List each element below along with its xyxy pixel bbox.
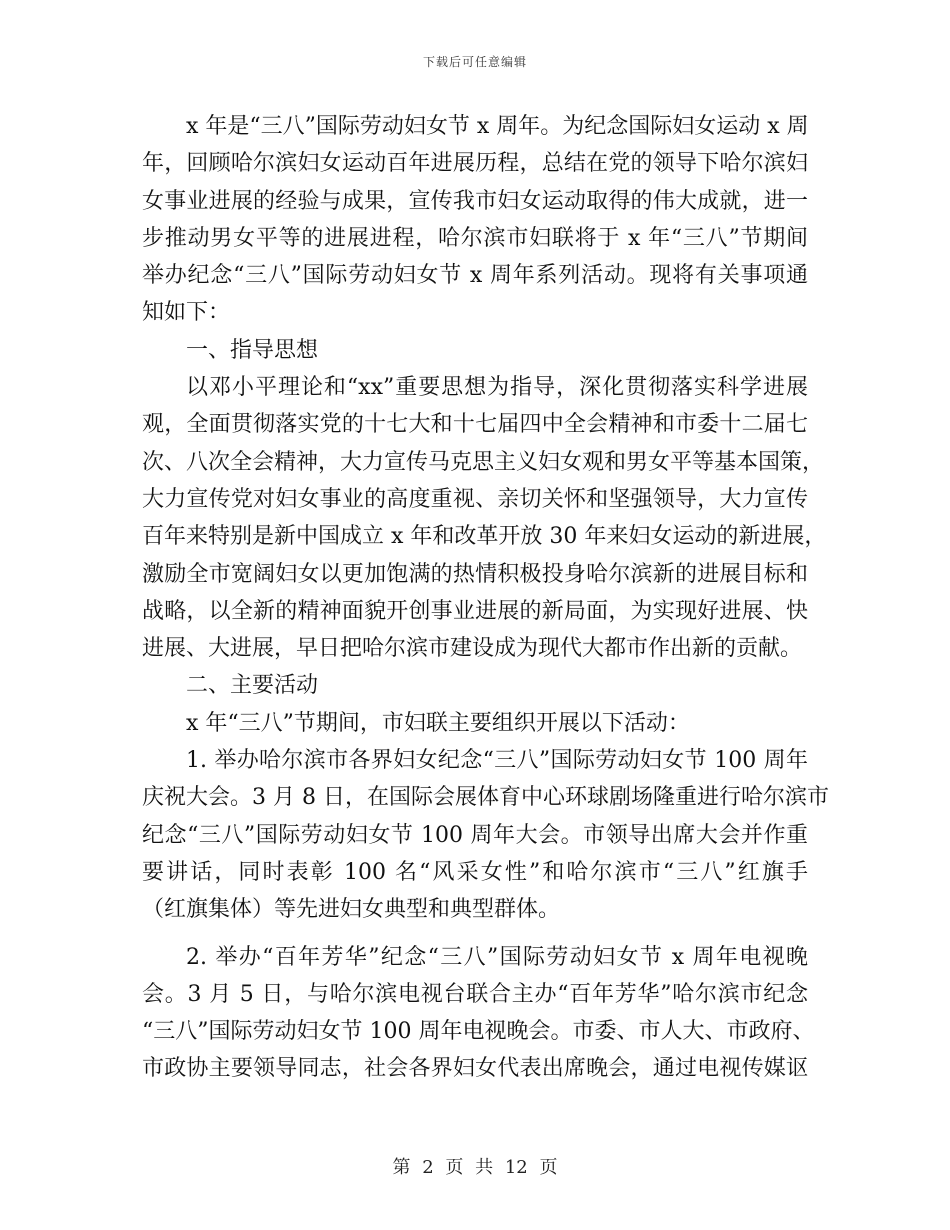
paragraph-line: 市政协主要领导同志，社会各界妇女代表出席晚会，通过电视传媒讴 — [142, 1056, 808, 1082]
paragraph — [142, 705, 808, 742]
paragraph-line: 战略，以全新的精神面貌开创事业进展的新局面，为实现好进展、快 — [142, 598, 808, 624]
paragraph — [142, 332, 808, 369]
paragraph-line: 知如下： — [142, 300, 231, 326]
paragraph-line: 会。3 月 5 日，与哈尔滨电视台联合主办“百年芳华”哈尔滨市纪念 — [142, 981, 808, 1007]
paragraph-line: 要讲话，同时表彰 100 名“风采女性”和哈尔滨市“三八”红旗手 — [142, 859, 808, 885]
paragraph-line: 2. 举办“百年芳华”纪念“三八”国际劳动妇女节 x 周年电视晚 — [186, 944, 808, 970]
page-footer: 第 2 页 共 12 页 — [392, 1157, 558, 1178]
document-body — [142, 108, 829, 1088]
paragraph-line: “三八”国际劳动妇女节 100 周年电视晚会。市委、市人大、市政府、 — [142, 1019, 815, 1045]
paragraph — [142, 369, 827, 667]
paragraph — [142, 667, 808, 704]
paragraph-line: 观，全面贯彻落实党的十七大和十七届四中全会精神和市委十二届七 — [142, 412, 808, 438]
paragraph-line: x 年是“三八”国际劳动妇女节 x 周年。为纪念国际妇女运动 x 周 — [186, 114, 809, 139]
paragraph — [142, 742, 829, 928]
paragraph-line: 激励全市宽阔妇女以更加饱满的热情积极投身哈尔滨新的进展目标和 — [142, 561, 808, 587]
paragraph-line: 以邓小平理论和“xx”重要思想为指导，深化贯彻落实科学进展 — [186, 375, 808, 401]
paragraph-line: 大力宣传党对妇女事业的高度重视、亲切关怀和坚强领导，大力宣传 — [142, 486, 808, 512]
paragraph-line: 步推动男女平等的进展进程，哈尔滨市妇联将于 x 年“三八”节期间 — [142, 225, 808, 251]
paragraph-line: x 年“三八”节期间，市妇联主要组织开展以下活动： — [186, 710, 690, 736]
paragraph-line: （红旗集体）等先进妇女典型和典型群体。 — [142, 897, 561, 923]
paragraph — [142, 939, 815, 1088]
paragraph-line: 1. 举办哈尔滨市各界妇女纪念“三八”国际劳动妇女节 100 周年 — [186, 748, 808, 774]
paragraph-line: 一、指导思想 — [186, 337, 319, 363]
paragraph-line: 女事业进展的经验与成果，宣传我市妇女运动取得的伟大成就，进一 — [142, 188, 808, 214]
paragraph-line: 年，回顾哈尔滨妇女运动百年进展历程，总结在党的领导下哈尔滨妇 — [142, 151, 808, 177]
paragraph-line: 举办纪念“三八”国际劳动妇女节 x 周年系列活动。现将有关事项通 — [142, 263, 808, 289]
paragraph-line: 庆祝大会。3 月 8 日，在国际会展体育中心环球剧场隆重进行哈尔滨市 — [142, 785, 829, 811]
paragraph-line: 进展、大进展，早日把哈尔滨市建设成为现代大都市作出新的贡献。 — [142, 636, 803, 662]
paragraph — [142, 108, 808, 332]
paragraph-line: 二、主要活动 — [186, 673, 319, 699]
paragraph-line: 百年来特别是新中国成立 x 年和改革开放 30 年来妇女运动的新进展， — [142, 524, 827, 550]
page-header: 下载后可任意编辑 — [422, 55, 527, 69]
paragraph-line: 次、八次全会精神，大力宣传马克思主义妇女观和男女平等基本国策， — [142, 449, 825, 475]
paragraph-line: 纪念“三八”国际劳动妇女节 100 周年大会。市领导出席大会并作重 — [142, 822, 808, 848]
